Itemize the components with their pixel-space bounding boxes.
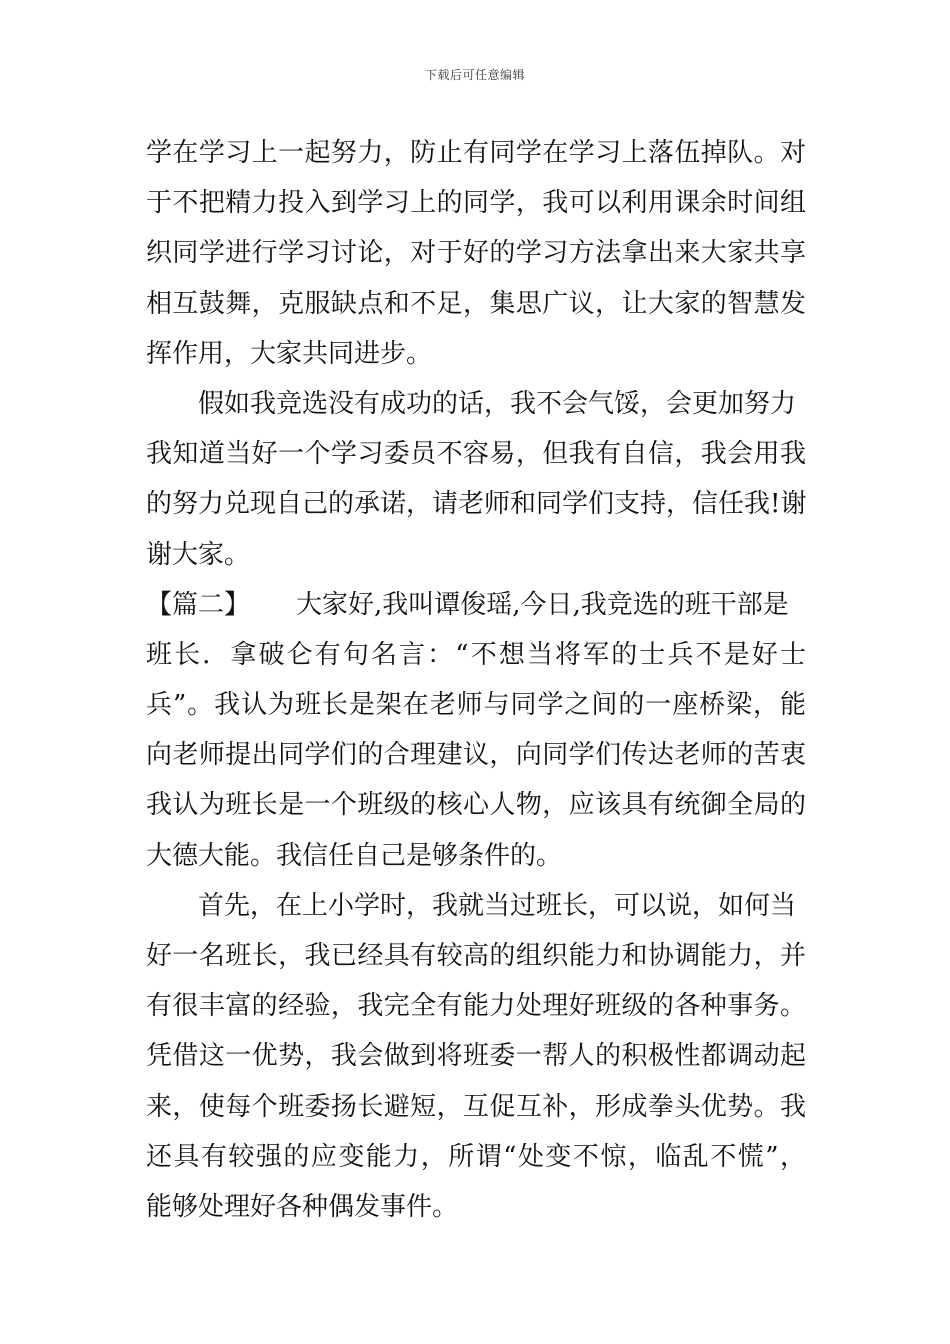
- paragraph-2: [146, 379, 806, 580]
- paragraph-section-two: [146, 580, 806, 881]
- text-line: 来，使每个班委扬长避短，互促互补，形成拳头优势。我: [146, 1091, 806, 1122]
- text-line: 还具有较强的应变能力，所谓“处变不惊，临乱不慌”，: [146, 1141, 806, 1172]
- section-label: 【篇二】: [146, 589, 251, 620]
- section-first-line: [146, 580, 806, 630]
- document-body: [146, 128, 806, 1232]
- text-line: 我认为班长是一个班级的核心人物，应该具有统御全局的: [146, 790, 806, 821]
- text-line: 好一名班长，我已经具有较高的组织能力和协调能力，并: [146, 941, 806, 971]
- text-line: 假如我竞选没有成功的话，我不会气馁，会更加努力: [198, 388, 797, 419]
- section-first-line-text: 大家好,我叫谭俊瑶,今日,我竞选的班干部是: [296, 589, 789, 620]
- text-line: 学在学习上一起努力，防止有同学在学习上落伍掉队。对: [146, 138, 806, 168]
- paragraph-4: [146, 881, 806, 1232]
- text-line: 首先，在上小学时，我就当过班长，可以说，如何当: [198, 890, 797, 921]
- paragraph-1: [146, 128, 806, 379]
- text-line: 相互鼓舞，克服缺点和不足，集思广议，让大家的智慧发: [146, 288, 806, 319]
- text-line: 于不把精力投入到学习上的同学，我可以利用课余时间组: [146, 188, 806, 219]
- text-line: 班长．拿破仑有句名言：“不想当将军的士兵不是好士: [146, 639, 806, 670]
- text-line: 凭借这一优势，我会做到将班委一帮人的积极性都调动起: [146, 1041, 806, 1072]
- text-line: 有很丰富的经验，我完全有能力处理好班级的各种事务。: [146, 991, 806, 1022]
- text-line: 织同学进行学习讨论，对于好的学习方法拿出来大家共享: [146, 238, 806, 269]
- text-line: 向老师提出同学们的合理建议，向同学们传达老师的苦衷: [146, 740, 806, 771]
- text-line: 兵”。我认为班长是架在老师与同学之间的一座桥梁，能: [146, 690, 806, 721]
- text-line: 挥作用，大家共同进步。: [146, 338, 433, 369]
- text-line: 能够处理好各种偶发事件。: [146, 1191, 459, 1222]
- text-line: 的努力兑现自己的承诺，请老师和同学们支持，信任我!谢: [146, 489, 807, 520]
- page-header-note: 下载后可任意编辑: [424, 68, 525, 82]
- text-line: 大德大能。我信任自己是够条件的。: [146, 840, 563, 871]
- text-line: 我知道当好一个学习委员不容易，但我有自信，我会用我: [146, 439, 806, 470]
- text-line: 谢大家。: [146, 539, 251, 570]
